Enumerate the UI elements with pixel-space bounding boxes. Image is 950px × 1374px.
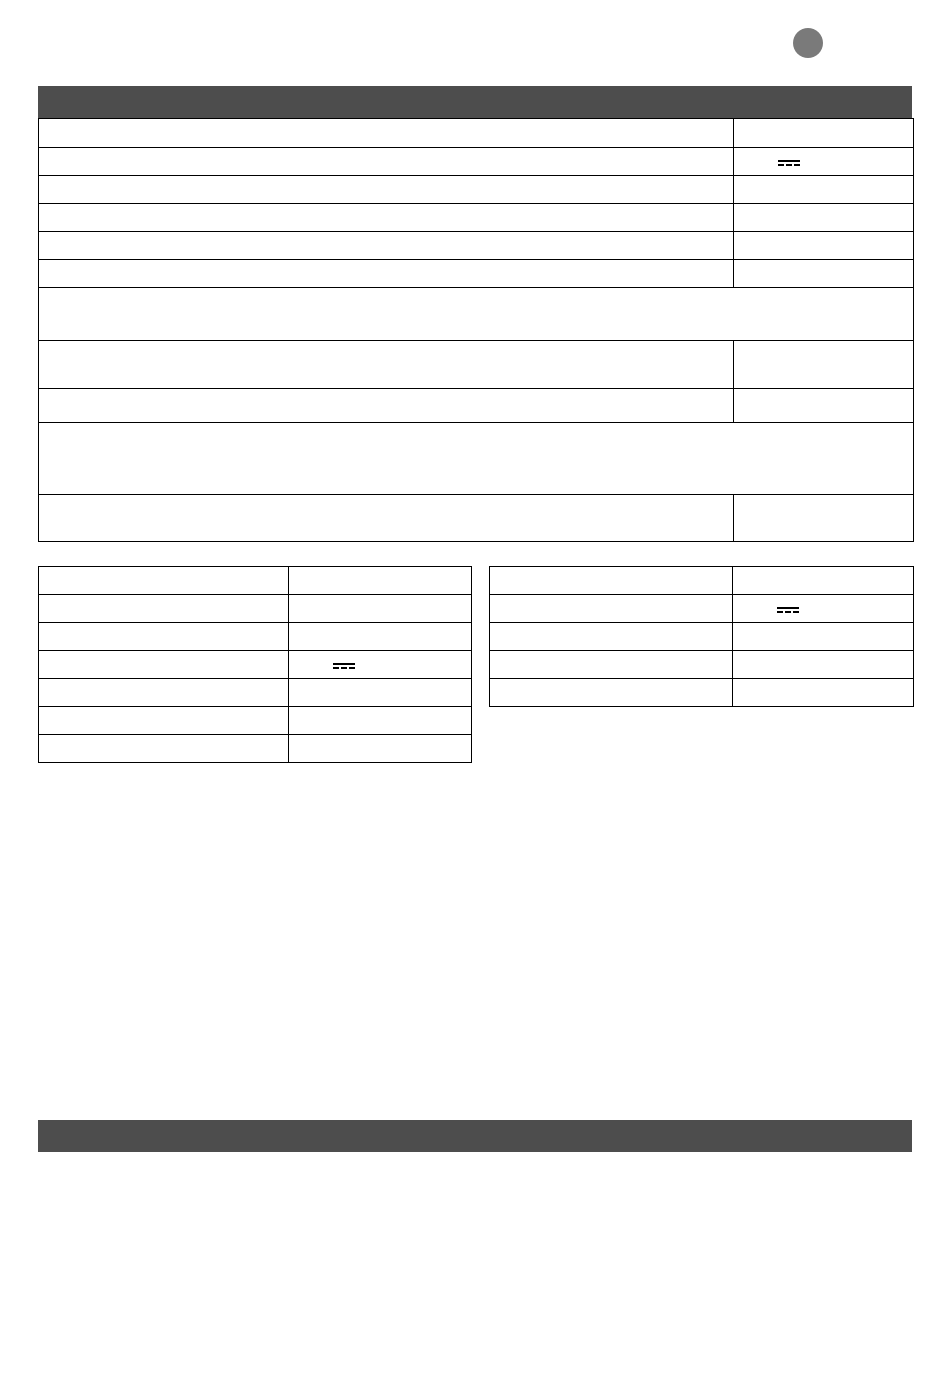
table-row (39, 567, 472, 595)
spec-value (734, 232, 914, 260)
page-badge-icon (793, 28, 823, 58)
spec-label (39, 341, 734, 389)
spec-label (490, 679, 733, 707)
spec-value (733, 651, 914, 679)
spec-value (733, 567, 914, 595)
table-row (39, 735, 472, 763)
spec-label (490, 651, 733, 679)
spec-note (39, 288, 914, 341)
table-row (39, 389, 914, 423)
table-row (39, 651, 472, 679)
right-spec-table (489, 566, 914, 707)
table-row (39, 595, 472, 623)
left-spec-table (38, 566, 472, 763)
spec-label (39, 204, 734, 232)
spec-value (733, 679, 914, 707)
table-row (39, 679, 472, 707)
table-row (490, 651, 914, 679)
spec-label (39, 495, 734, 542)
spec-value (734, 119, 914, 148)
spec-label (490, 623, 733, 651)
spec-label (39, 707, 289, 735)
table-row (39, 623, 472, 651)
dc-current-icon (777, 604, 799, 614)
spec-value (734, 495, 914, 542)
spec-value (734, 389, 914, 423)
spec-value (734, 260, 914, 288)
spec-label (39, 260, 734, 288)
spec-value (734, 176, 914, 204)
table-row (490, 567, 914, 595)
dc-current-icon (333, 660, 355, 670)
spec-value (289, 595, 472, 623)
table-row (39, 495, 914, 542)
spec-value (289, 651, 472, 679)
spec-value (289, 679, 472, 707)
spec-label (39, 389, 734, 423)
spec-value (289, 735, 472, 763)
spec-value (734, 341, 914, 389)
spec-value (289, 707, 472, 735)
spec-label (490, 595, 733, 623)
spec-label (39, 651, 289, 679)
section-header-bar-bottom (38, 1120, 912, 1152)
spec-label (39, 119, 734, 148)
spec-label (39, 623, 289, 651)
spec-value (289, 567, 472, 595)
spec-label (490, 567, 733, 595)
table-row (39, 423, 914, 495)
spec-label (39, 567, 289, 595)
spec-label (39, 595, 289, 623)
spec-value (289, 623, 472, 651)
table-row (39, 119, 914, 148)
table-row (490, 623, 914, 651)
table-row (39, 148, 914, 176)
table-row (39, 232, 914, 260)
spec-note (39, 423, 914, 495)
table-row (39, 260, 914, 288)
table-row (39, 204, 914, 232)
table-row (39, 176, 914, 204)
spec-value (734, 204, 914, 232)
main-spec-table (38, 118, 914, 542)
spec-label (39, 232, 734, 260)
spec-value (733, 623, 914, 651)
table-row (39, 707, 472, 735)
spec-label (39, 176, 734, 204)
spec-label (39, 735, 289, 763)
table-row (490, 679, 914, 707)
spec-value (734, 148, 914, 176)
table-row (39, 288, 914, 341)
table-row (39, 341, 914, 389)
table-row (490, 595, 914, 623)
section-header-bar-top (38, 86, 912, 118)
dc-current-icon (778, 157, 800, 167)
spec-value (733, 595, 914, 623)
spec-label (39, 148, 734, 176)
spec-label (39, 679, 289, 707)
